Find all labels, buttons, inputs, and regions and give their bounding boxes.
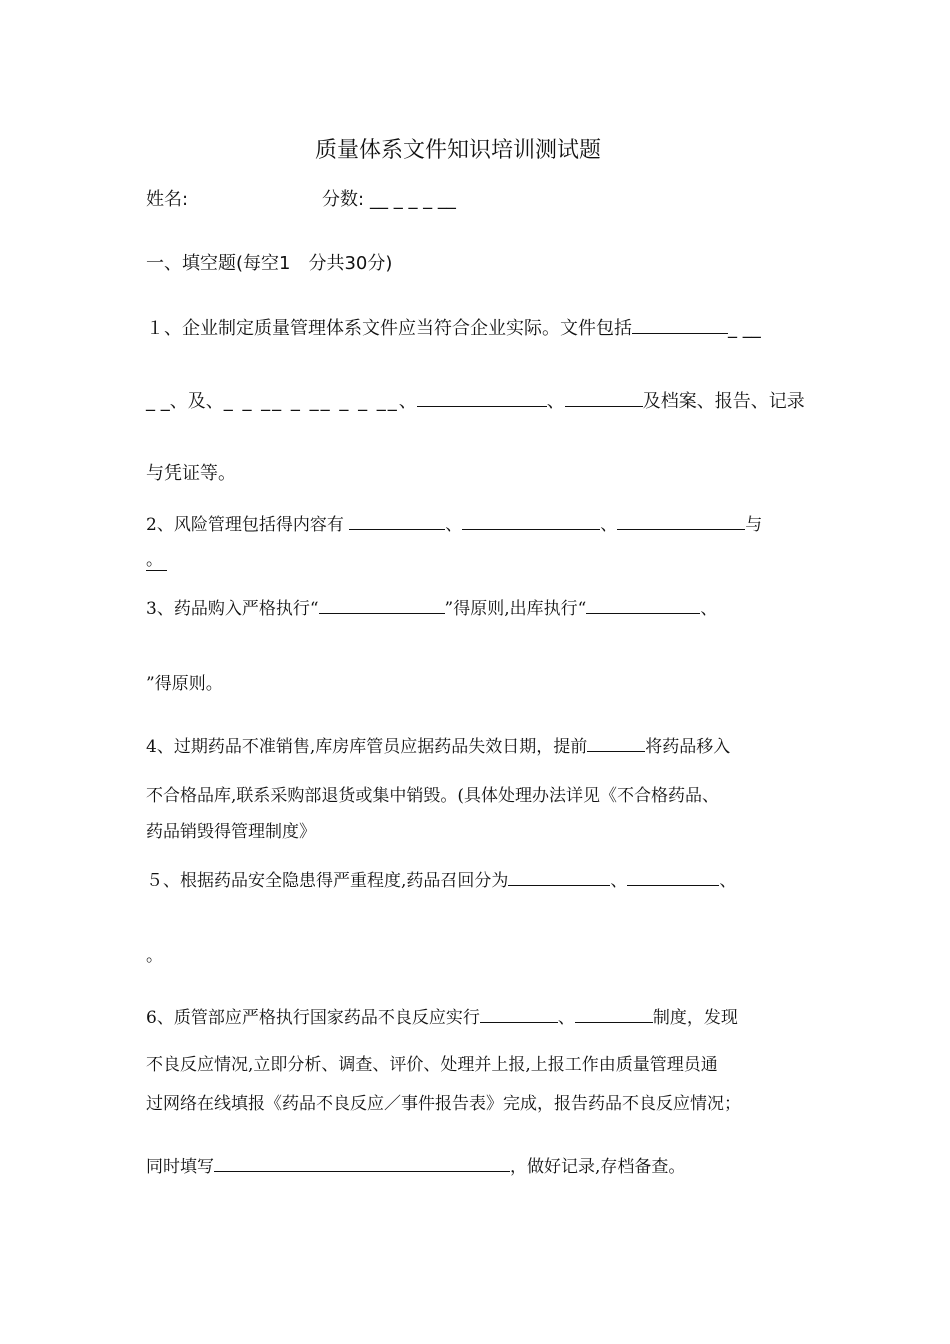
- question-4-line-3: 药品销毁得管理制度》: [146, 822, 316, 842]
- q5-sep-1: 、: [610, 871, 628, 891]
- q2-end: 与: [745, 515, 763, 535]
- question-6-line-1: [146, 1005, 738, 1030]
- question-6-line-4: [146, 1154, 685, 1179]
- q1-blank-2: _ _ __ _ __ _ _ __: [223, 391, 399, 412]
- q6-sep: 、: [557, 1008, 575, 1028]
- question-4-line-2: 不合格品库,联系采购部退货或集中销毁。(具体处理办法详见《不合格药品、: [146, 786, 720, 806]
- page-title: 质量体系文件知识培训测试题: [314, 138, 601, 163]
- q2-period: 。: [146, 550, 167, 571]
- name-label: 姓名:: [146, 189, 189, 210]
- question-5-line-2: 。: [146, 946, 163, 966]
- question-2-line-1: [146, 512, 762, 537]
- question-3-line-2: ”得原则。: [146, 674, 223, 694]
- q2-blank-1: [349, 512, 445, 530]
- q5-sep-2: 、: [719, 871, 737, 891]
- question-6-line-2: 不良反应情况,立即分析、调查、评价、处理并上报,上报工作由质量管理员通: [146, 1055, 718, 1075]
- q3-mid: ”得原则,出库执行“: [444, 599, 587, 619]
- q1-tail: _ __: [728, 318, 761, 339]
- q6-text: 6、质管部应严格执行国家药品不良反应实行: [146, 1008, 480, 1028]
- q4-blank-1: [587, 734, 645, 752]
- q1-text: １、企业制定质量管理体系文件应当符合企业实际。文件包括: [146, 318, 632, 339]
- q6-line4-start: 同时填写: [146, 1157, 214, 1177]
- question-2-line-2: [146, 548, 167, 572]
- q1-line2-start: _ _、及、: [146, 391, 224, 412]
- section-heading: 一、填空题(每空1 分共30分): [146, 253, 393, 274]
- q2-blank-2: [462, 512, 600, 530]
- q3-end: 、: [700, 599, 718, 619]
- question-4-line-1: [146, 734, 730, 759]
- q2-sep-1: 、: [445, 515, 463, 535]
- q3-blank-2: [586, 596, 700, 614]
- q6-blank-1: [480, 1005, 558, 1023]
- q2-blank-3: [617, 512, 745, 530]
- question-6-line-3: 过网络在线填报《药品不良反应／事件报告表》完成，报告药品不良反应情况；: [146, 1094, 741, 1114]
- question-5-line-1: [146, 868, 736, 893]
- question-1-line-1: [146, 316, 761, 341]
- q5-blank-2: [627, 868, 719, 886]
- q1-blank-4: [565, 389, 643, 407]
- q6-line4-end: ，做好记录,存档备查。: [510, 1157, 686, 1177]
- q1-blank-3: [417, 389, 547, 407]
- q2-text: 2、风险管理包括得内容有: [146, 515, 344, 535]
- q6-blank-2: [575, 1005, 653, 1023]
- q1-sep-2: 、: [546, 391, 565, 412]
- q4-end: 将药品移入: [645, 737, 731, 757]
- q1-line2-end: 及档案、报告、记录: [642, 391, 805, 412]
- question-1-line-2: [146, 389, 805, 414]
- q5-blank-1: [508, 868, 610, 886]
- q5-text: ５、根据药品安全隐患得严重程度,药品召回分为: [146, 871, 509, 891]
- score-blank: __ _ _ _ __: [370, 189, 456, 210]
- question-3-line-1: [146, 596, 717, 621]
- q6-end: 制度，发现: [652, 1008, 738, 1028]
- score-label: 分数:: [322, 189, 365, 210]
- q6-blank-3: [214, 1154, 510, 1172]
- question-1-line-3: 与凭证等。: [146, 463, 236, 484]
- q3-text: 3、药品购入严格执行“: [146, 599, 319, 619]
- q3-blank-1: [319, 596, 445, 614]
- header-row: [146, 188, 456, 212]
- q4-text: 4、过期药品不准销售,库房库管员应据药品失效日期，提前: [146, 737, 588, 757]
- q1-blank-1: [632, 316, 728, 334]
- q2-sep-2: 、: [600, 515, 618, 535]
- q1-sep-1: 、: [398, 391, 417, 412]
